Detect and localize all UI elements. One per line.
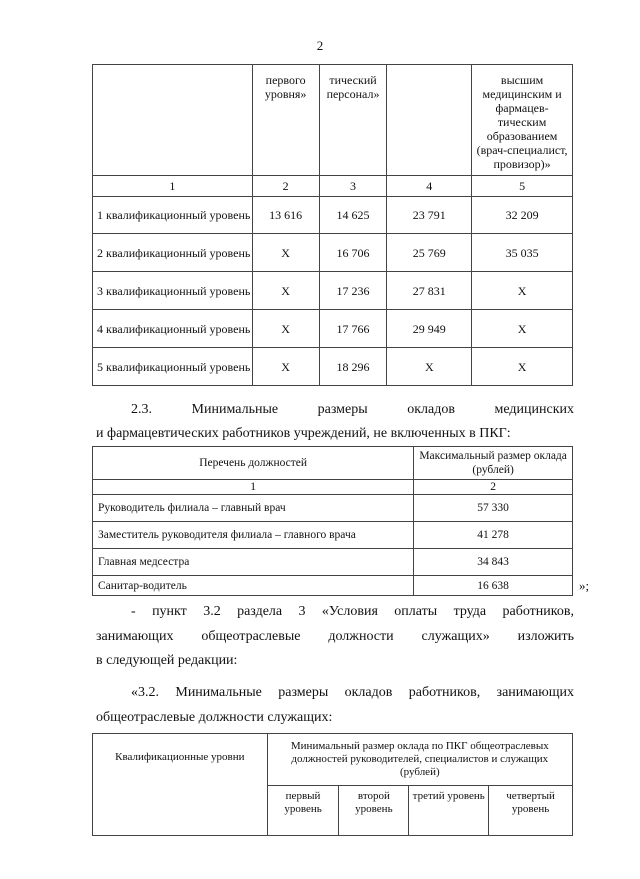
table-row [93, 495, 573, 522]
table-row [93, 234, 573, 272]
header-cell [387, 65, 472, 176]
salary-cell: 57 330 [414, 495, 573, 522]
salary-cell: 41 278 [414, 522, 573, 549]
table-cell: Х [472, 272, 573, 310]
header-cell: Квалификационные уровни [93, 734, 268, 836]
max-salary-table [92, 446, 573, 596]
table-cell: Х [472, 348, 573, 386]
row-label: 1 квалификационный уровень [93, 197, 253, 234]
position-cell: Главная медсестра [93, 549, 414, 576]
paragraph-line: «3.2. Минимальные размеры окладов работников, занимающих [131, 685, 574, 700]
table-cell: 13 616 [252, 197, 319, 234]
table-cell: 32 209 [472, 197, 573, 234]
table-cell: Х [252, 272, 319, 310]
row-label: 2 квалификационный уровень [93, 234, 253, 272]
header-cell-empty [93, 65, 253, 176]
salary-cell: 16 638 [414, 576, 573, 596]
column-number-row [93, 480, 573, 495]
column-number: 5 [472, 176, 573, 197]
header-cell: Перечень должностей [93, 447, 414, 480]
table-cell: 23 791 [387, 197, 472, 234]
general-positions-salary-table [92, 733, 573, 836]
table-cell: 16 706 [319, 234, 387, 272]
position-cell: Заместитель руководителя филиала – главного врача [93, 522, 414, 549]
paragraph-line: занимающих общеотраслевые должности служащих» изложить [96, 628, 574, 644]
table-row [93, 272, 573, 310]
column-number: 2 [414, 480, 573, 495]
row-label: 4 квалификационный уровень [93, 310, 253, 348]
paragraph-line: - пункт 3.2 раздела 3 «Условия оплаты труда работников, [131, 604, 574, 619]
column-number: 1 [93, 480, 414, 495]
paragraph-line: в следующей редакции: [96, 653, 238, 668]
table-row [93, 197, 573, 234]
position-cell: Санитар-водитель [93, 576, 414, 596]
table-row [93, 522, 573, 549]
header-cell: высшим медицинским и фармацев-тическим образованием (врач-специалист, провизор)» [472, 65, 573, 176]
paragraph-line: общеотраслевые должности служащих: [96, 709, 333, 725]
table-cell: Х [252, 348, 319, 386]
table-cell: Х [387, 348, 472, 386]
page-number: 2 [316, 38, 324, 53]
level-header: первый уровень [267, 786, 339, 836]
table-cell: Х [252, 310, 319, 348]
table-cell: 17 236 [319, 272, 387, 310]
column-number: 2 [252, 176, 319, 197]
column-number: 3 [319, 176, 387, 197]
level-header: второй уровень [339, 786, 409, 836]
position-cell: Руководитель филиала – главный врач [93, 495, 414, 522]
header-cell: Максимальный размер оклада (рублей) [414, 447, 573, 480]
section-2-3-paragraph [96, 398, 574, 446]
header-group-cell: Минимальный размер оклада по ПКГ общеотраслевых должностей руководителей, специалистов и служащих (рублей) [267, 734, 572, 786]
row-label: 5 квалификационный уровень [93, 348, 253, 386]
table-cell: 29 949 [387, 310, 472, 348]
table-cell: 25 769 [387, 234, 472, 272]
table-header-row [93, 447, 573, 480]
table-header-row [93, 65, 573, 176]
amendment-paragraph [96, 600, 574, 674]
column-number: 4 [387, 176, 472, 197]
paragraph-line: 2.3. Минимальные размеры окладов медицинских [131, 402, 574, 417]
table-cell: 18 296 [319, 348, 387, 386]
table-cell: Х [252, 234, 319, 272]
section-3-2-paragraph [96, 681, 574, 730]
table-row [93, 549, 573, 576]
table-row [93, 576, 573, 596]
paragraph-line: и фармацевтических работников учреждений, не включенных в ПКГ: [96, 426, 511, 441]
header-cell: тический персонал» [319, 65, 387, 176]
table-row [93, 348, 573, 386]
table-cell: Х [472, 310, 573, 348]
salary-cell: 34 843 [414, 549, 573, 576]
table-row [93, 310, 573, 348]
qualification-salary-table [92, 64, 573, 386]
header-cell: первого уровня» [252, 65, 319, 176]
row-label: 3 квалификационный уровень [93, 272, 253, 310]
table-cell: 27 831 [387, 272, 472, 310]
level-header: третий уровень [409, 786, 489, 836]
table-cell: 14 625 [319, 197, 387, 234]
column-number-row [93, 176, 573, 197]
table-cell: 17 766 [319, 310, 387, 348]
column-number: 1 [93, 176, 253, 197]
table-header-row [93, 734, 573, 786]
level-header: четвертый уровень [489, 786, 573, 836]
closing-quote: »; [579, 578, 590, 593]
table-cell: 35 035 [472, 234, 573, 272]
